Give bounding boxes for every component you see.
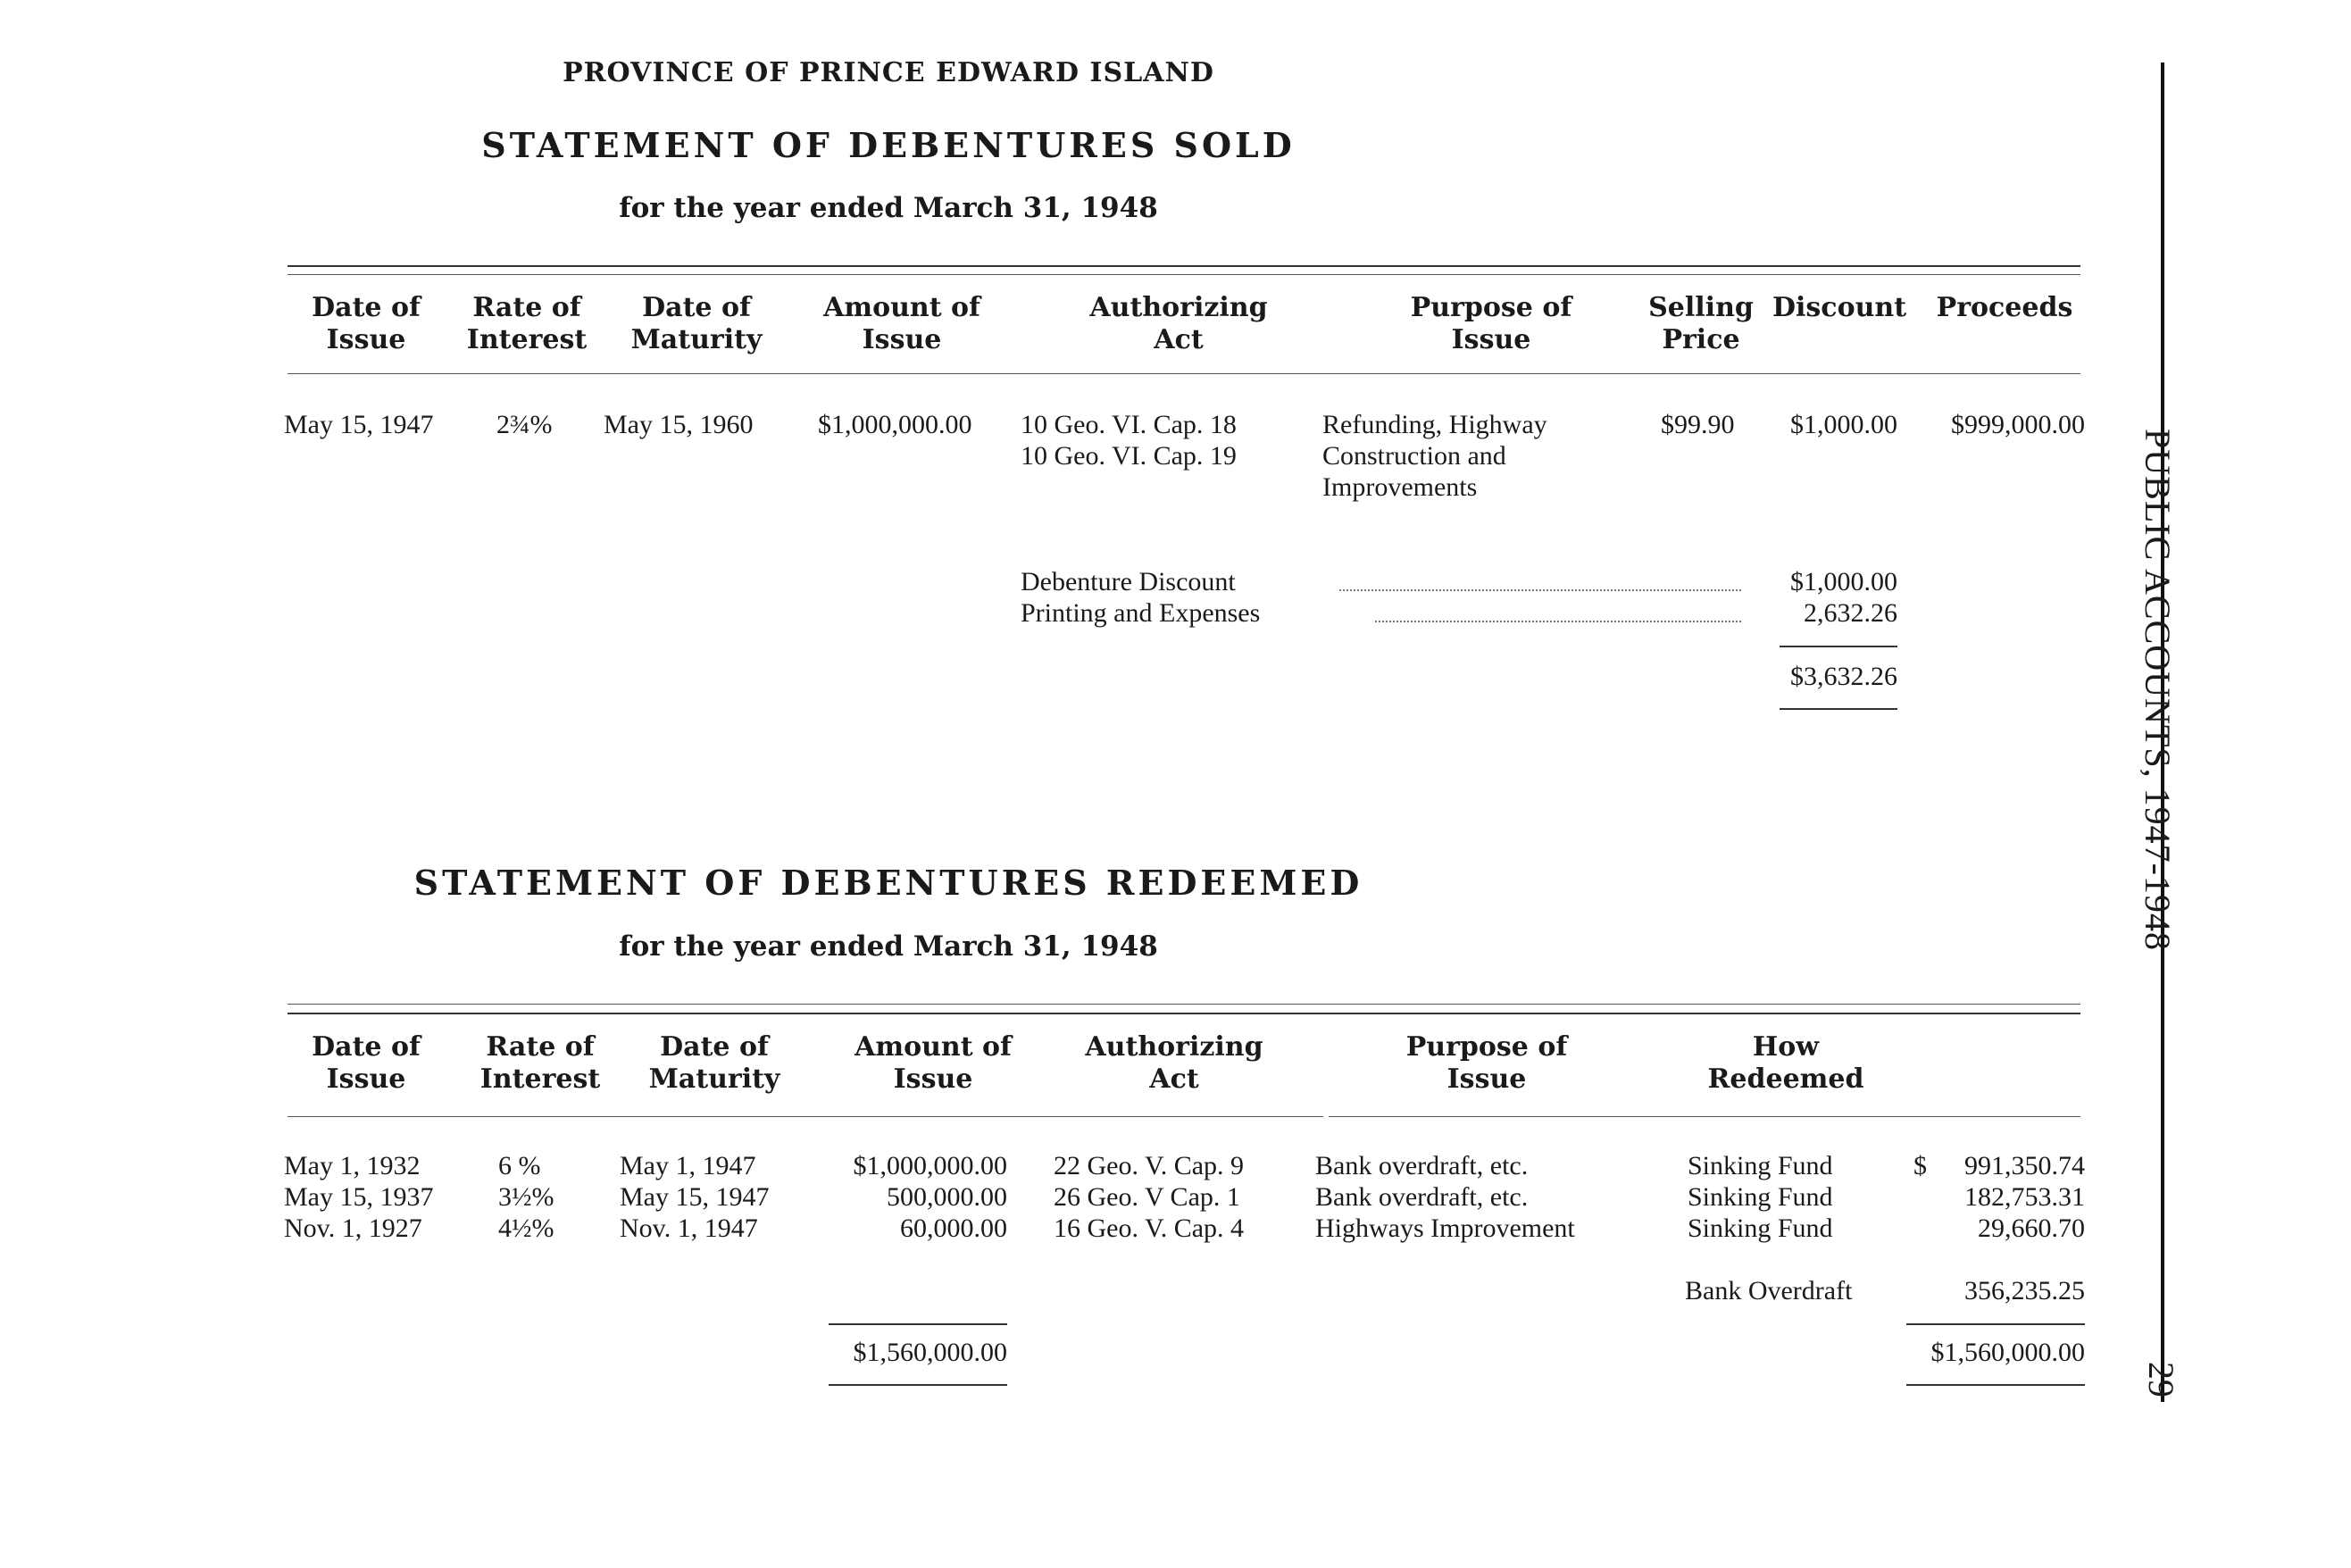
summary-leader-dots-1: [1339, 589, 1741, 591]
sold-top-rule-2: [288, 274, 2080, 275]
sold-discount: $1,000.00: [1790, 410, 1897, 439]
sold-col-rate: Rate of Interest: [466, 292, 588, 355]
redeemed-act: 16 Geo. V. Cap. 4: [1054, 1214, 1245, 1243]
redeemed-date-issue: Nov. 1, 1927: [284, 1214, 422, 1243]
summary-sum-rule: [1780, 646, 1897, 647]
sold-col-proceeds: Proceeds: [1936, 292, 2073, 323]
sold-subtitle: for the year ended March 31, 1948: [619, 192, 1158, 224]
redeemed-col-purpose: Purpose of Issue: [1405, 1031, 1568, 1095]
sold-col-purpose: Purpose of Issue: [1410, 292, 1572, 355]
redeemed-how: Sinking Fund: [1688, 1182, 1833, 1212]
sold-col-discount: Discount: [1772, 292, 1907, 323]
sold-purpose-2: Construction and: [1322, 441, 1506, 471]
redeemed-value: 991,350.74: [1964, 1151, 2085, 1180]
sold-col-date-maturity: Date of Maturity: [630, 292, 763, 355]
redeemed-col-how: How Redeemed: [1707, 1031, 1864, 1095]
sold-purpose-1: Refunding, Highway: [1322, 410, 1547, 439]
redeemed-date-maturity: May 15, 1947: [620, 1182, 770, 1212]
summary-discount-label: Debenture Discount: [1021, 567, 1236, 596]
redeemed-value: 29,660.70: [1978, 1214, 2085, 1243]
redeemed-date-issue: May 1, 1932: [284, 1151, 421, 1180]
redeemed-col-act: Authorizing Act: [1085, 1031, 1263, 1095]
page-number: 29: [2141, 1362, 2181, 1397]
redeemed-top-rule: [288, 1004, 2080, 1005]
redeemed-date-maturity: Nov. 1, 1947: [620, 1214, 758, 1243]
sold-selling-price: $99.90: [1661, 410, 1735, 439]
redeemed-amount: $1,000,000.00: [853, 1151, 1007, 1180]
sold-purpose-3: Improvements: [1322, 472, 1478, 502]
redeemed-act: 26 Geo. V Cap. 1: [1054, 1182, 1240, 1212]
redeemed-rate: 6 %: [498, 1151, 541, 1180]
summary-discount-value: $1,000.00: [1790, 567, 1897, 596]
province-heading: PROVINCE OF PRINCE EDWARD ISLAND: [563, 57, 1214, 88]
sold-col-amount: Amount of Issue: [823, 292, 980, 355]
redeemed-value: 182,753.31: [1964, 1182, 2085, 1212]
redeemed-date-maturity: May 1, 1947: [620, 1151, 756, 1180]
redeemed-rate: 3½%: [498, 1182, 554, 1212]
sold-amount: $1,000,000.00: [818, 410, 972, 439]
redeemed-how: Sinking Fund: [1688, 1151, 1833, 1180]
redeemed-top-rule-2: [288, 1013, 2080, 1014]
sold-header-rule: [288, 373, 2080, 374]
sold-col-act: Authorizing Act: [1089, 292, 1268, 355]
amount-sum-rule: [829, 1323, 1007, 1325]
redeemed-total-rule: [1906, 1384, 2085, 1386]
running-title: PUBLIC ACCOUNTS, 1947-1948: [2138, 429, 2178, 951]
redeemed-total-value: $1,560,000.00: [1930, 1338, 2085, 1367]
summary-printing-label: Printing and Expenses: [1021, 598, 1261, 628]
redeemed-how: Sinking Fund: [1688, 1214, 1833, 1243]
redeemed-total-amount: $1,560,000.00: [853, 1338, 1007, 1367]
sold-rate: 2¾%: [496, 410, 553, 439]
summary-leader-dots-2: [1375, 621, 1741, 622]
summary-printing-value: 2,632.26: [1804, 598, 1897, 628]
summary-total: $3,632.26: [1790, 662, 1897, 691]
sold-col-selling-price: Selling Price: [1648, 292, 1754, 355]
redeemed-col-rate: Rate of Interest: [479, 1031, 601, 1095]
redeemed-header-rule-right: [1329, 1116, 2080, 1117]
bank-overdraft-label: Bank Overdraft: [1685, 1276, 1853, 1305]
redeemed-act: 22 Geo. V. Cap. 9: [1054, 1151, 1245, 1180]
redeemed-title: STATEMENT OF DEBENTURES REDEEMED: [413, 863, 1363, 903]
redeemed-sum-rule: [1906, 1323, 2085, 1325]
amount-total-rule: [829, 1384, 1007, 1386]
sold-act-1: 10 Geo. VI. Cap. 18: [1021, 410, 1237, 439]
sold-title: STATEMENT OF DEBENTURES SOLD: [481, 125, 1296, 165]
redeemed-purpose: Highways Improvement: [1315, 1214, 1575, 1243]
redeemed-purpose: Bank overdraft, etc.: [1315, 1182, 1529, 1212]
redeemed-amount: 60,000.00: [900, 1214, 1007, 1243]
redeemed-subtitle: for the year ended March 31, 1948: [619, 930, 1158, 963]
sold-date-issue: May 15, 1947: [284, 410, 434, 439]
sold-act-2: 10 Geo. VI. Cap. 19: [1021, 441, 1237, 471]
bank-overdraft-value: 356,235.25: [1964, 1276, 2085, 1305]
redeemed-purpose: Bank overdraft, etc.: [1315, 1151, 1529, 1180]
redeemed-header-rule-left: [288, 1116, 1323, 1117]
redeemed-amount: 500,000.00: [887, 1182, 1007, 1212]
redeemed-col-date-issue: Date of Issue: [312, 1031, 421, 1095]
sold-top-rule: [288, 265, 2080, 267]
summary-total-rule: [1780, 708, 1897, 710]
sold-col-date-issue: Date of Issue: [312, 292, 421, 355]
sold-proceeds: $999,000.00: [1951, 410, 2085, 439]
sold-date-maturity: May 15, 1960: [604, 410, 754, 439]
redeemed-rate: 4½%: [498, 1214, 554, 1243]
redeemed-dollar-sign: $: [1913, 1151, 1927, 1180]
redeemed-date-issue: May 15, 1937: [284, 1182, 434, 1212]
redeemed-col-amount: Amount of Issue: [855, 1031, 1012, 1095]
redeemed-col-date-maturity: Date of Maturity: [648, 1031, 780, 1095]
